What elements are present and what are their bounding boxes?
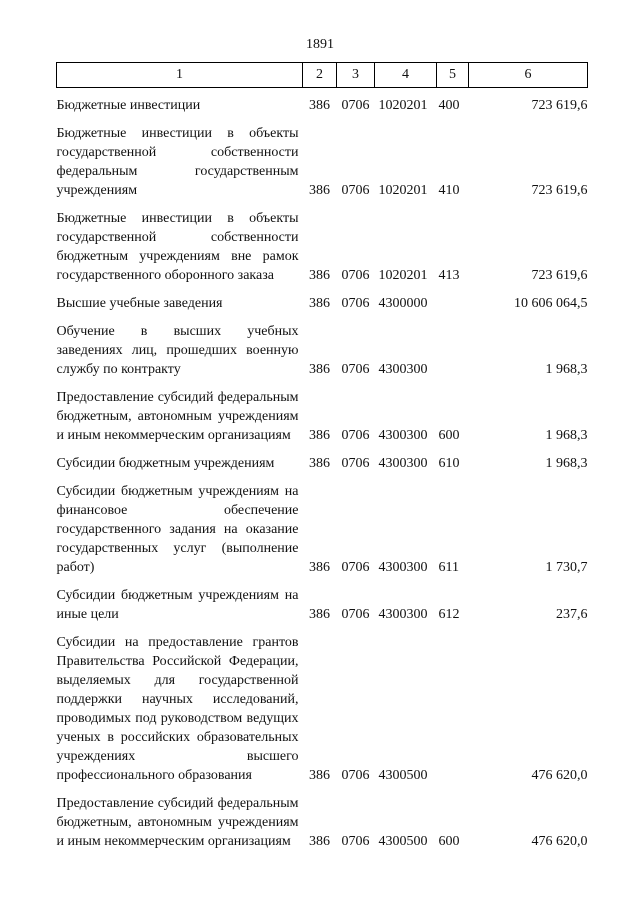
row-code-4: 1020201 [378, 98, 428, 113]
table-row [57, 285, 588, 313]
row-code-2: 386 [309, 428, 330, 443]
row-code-3: 0706 [341, 268, 370, 283]
column-header-1: 1 [57, 63, 303, 88]
row-code-2: 386 [309, 183, 330, 198]
row-code-3: 0706 [341, 456, 370, 471]
row-code-5: 612 [438, 607, 460, 622]
row-code-4: 4300000 [378, 296, 428, 311]
row-code-2: 386 [309, 560, 330, 575]
row-code-4: 1020201 [378, 268, 428, 283]
row-amount: 1 730,7 [545, 560, 588, 575]
row-amount: 723 619,6 [531, 268, 588, 283]
row-amount: 1 968,3 [545, 428, 588, 443]
row-code-2: 386 [309, 456, 330, 471]
column-header-6: 6 [469, 63, 588, 88]
row-name: Субсидии на предоставление грантов Правительства Российской Федерации, выделяемых для государственной поддержки научных исследований, проводимых под руководством ведущих ученых в российских образовательных учреждениях высшего профессионального образования [56, 635, 299, 783]
row-amount: 723 619,6 [531, 183, 588, 198]
row-code-5: 600 [438, 428, 460, 443]
row-code-2: 386 [309, 296, 330, 311]
row-code-2: 386 [309, 268, 330, 283]
table-row [57, 200, 588, 285]
row-code-4: 4300500 [378, 834, 428, 849]
budget-table [56, 62, 588, 851]
table-body [57, 88, 588, 852]
row-code-3: 0706 [341, 183, 370, 198]
row-code-4: 4300300 [378, 428, 428, 443]
row-name: Субсидии бюджетным учреждениям на иные цели [56, 588, 299, 622]
row-name: Предоставление субсидий федеральным бюджетным, автономным учреждениям и иным некоммерческим организациям [56, 390, 299, 443]
row-code-5 [437, 624, 469, 785]
row-code-5: 413 [438, 268, 460, 283]
table-header [57, 63, 588, 88]
row-code-3: 0706 [341, 362, 370, 377]
row-code-3: 0706 [341, 98, 370, 113]
row-code-4: 4300300 [378, 456, 428, 471]
row-amount: 1 968,3 [545, 456, 588, 471]
row-code-4: 4300500 [378, 768, 428, 783]
page-number: 1891 [306, 37, 334, 52]
row-name: Бюджетные инвестиции в объекты государственной собственности федеральным государственным учреждениям [56, 126, 299, 198]
row-code-5: 410 [438, 183, 460, 198]
table-row [57, 473, 588, 577]
row-code-3: 0706 [341, 296, 370, 311]
row-code-3: 0706 [341, 768, 370, 783]
row-code-4: 4300300 [378, 362, 428, 377]
row-amount: 1 968,3 [545, 362, 588, 377]
table-row [57, 445, 588, 473]
row-code-5 [437, 313, 469, 379]
table-row [57, 624, 588, 785]
table-row [57, 115, 588, 200]
row-code-3: 0706 [341, 560, 370, 575]
table-row [57, 379, 588, 445]
row-code-4: 4300300 [378, 560, 428, 575]
row-amount: 476 620,0 [531, 768, 588, 783]
row-name: Субсидии бюджетным учреждениям на финансовое обеспечение государственного задания на оказание государственных услуг (выполнение работ) [56, 484, 299, 575]
column-header-5: 5 [437, 63, 469, 88]
table-row [57, 577, 588, 624]
table-row [57, 313, 588, 379]
row-name: Предоставление субсидий федеральным бюджетным, автономным учреждениям и иным некоммерческим организациям [56, 796, 299, 849]
row-code-3: 0706 [341, 834, 370, 849]
row-code-5: 611 [438, 560, 459, 575]
row-name: Высшие учебные заведения [56, 296, 223, 311]
table-row [57, 88, 588, 116]
row-code-2: 386 [309, 362, 330, 377]
table-row [57, 785, 588, 851]
row-code-2: 386 [309, 98, 330, 113]
row-code-5: 400 [438, 98, 460, 113]
row-code-2: 386 [309, 834, 330, 849]
row-name: Субсидии бюджетным учреждениям [56, 456, 275, 471]
row-code-3: 0706 [341, 428, 370, 443]
row-name: Бюджетные инвестиции в объекты государственной собственности бюджетным учреждениям вне рамок государственного оборонного заказа [56, 211, 299, 283]
row-code-5: 610 [438, 456, 460, 471]
row-amount: 237,6 [556, 607, 588, 622]
row-code-2: 386 [309, 768, 330, 783]
column-header-2: 2 [303, 63, 337, 88]
row-name: Бюджетные инвестиции [56, 98, 201, 113]
row-code-4: 4300300 [378, 607, 428, 622]
column-header-3: 3 [337, 63, 375, 88]
row-amount: 10 606 064,5 [514, 296, 588, 311]
row-code-5 [437, 285, 469, 313]
row-code-5: 600 [438, 834, 460, 849]
column-header-4: 4 [375, 63, 437, 88]
row-amount: 723 619,6 [531, 98, 588, 113]
row-amount: 476 620,0 [531, 834, 588, 849]
row-code-2: 386 [309, 607, 330, 622]
row-code-3: 0706 [341, 607, 370, 622]
row-name: Обучение в высших учебных заведениях лиц, прошедших военную службу по контракту [56, 324, 299, 377]
row-code-4: 1020201 [378, 183, 428, 198]
